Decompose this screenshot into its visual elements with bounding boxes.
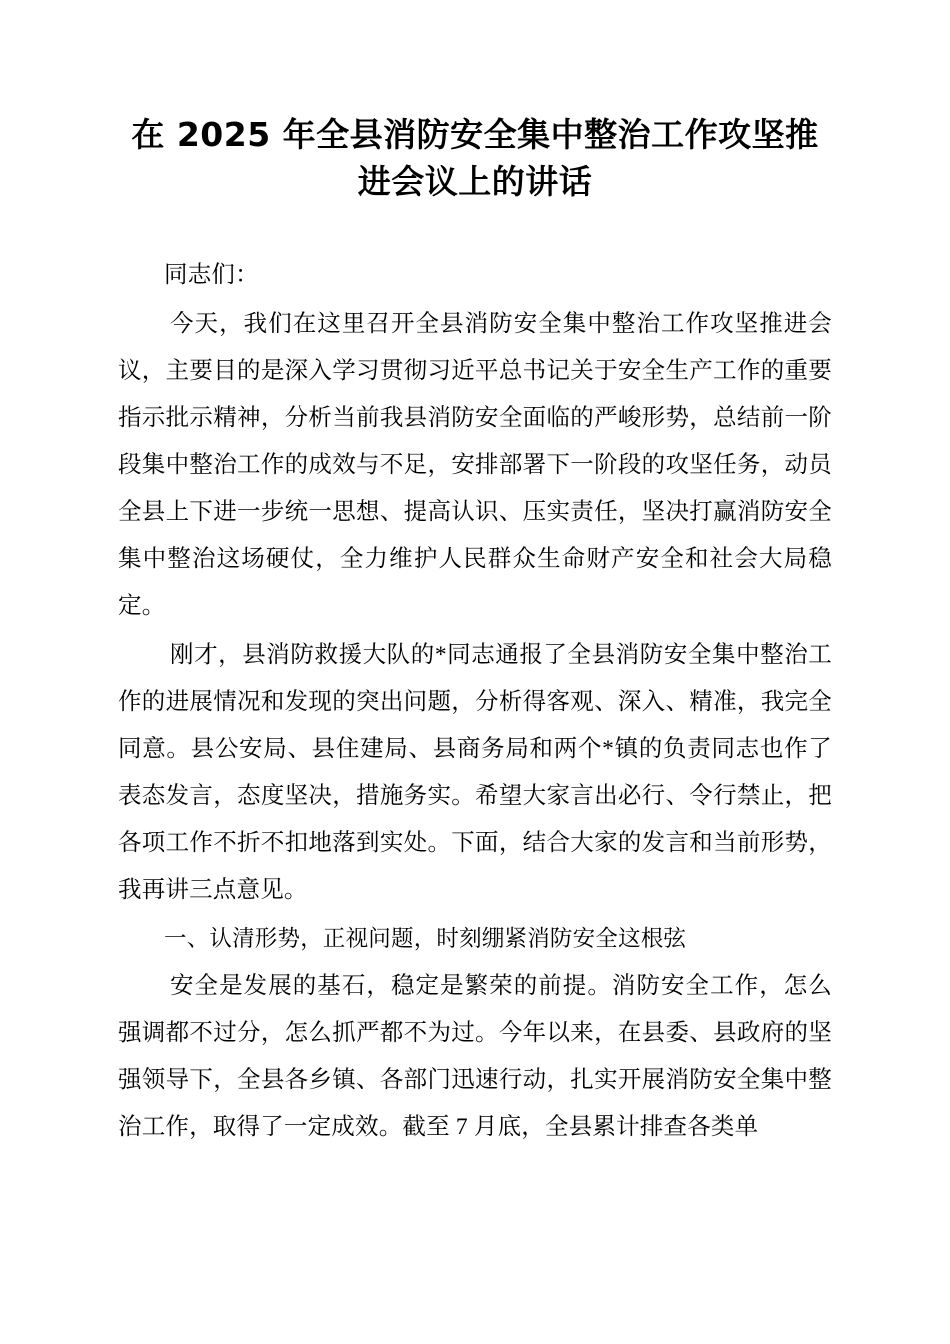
paragraph-1: 今天，我们在这里召开全县消防安全集中整治工作攻坚推进会议，主要目的是深入学习贯彻习近平总书记关于安全生产工作的重要指示批示精神，分析当前我县消防安全面临的严峻形势，总结前一阶段集中整治工作的成效与不足，安排部署下一阶段的攻坚任务，动员全县上下进一步统一思想、提高认识、压实责任，坚决打赢消防安全集中整治这场硬仗，全力维护人民群众生命财产安全和社会大局稳定。 <box>118 310 832 619</box>
paragraph-2: 刚才，县消防救援大队的*同志通报了全县消防安全集中整治工作的进展情况和发现的突出问题，分析得客观、深入、精准，我完全同意。县公安局、县住建局、县商务局和两个*镇的负责同志也作了表态发言，态度坚决，措施务实。希望大家言出必行、令行禁止，把各项工作不折不扣地落到实处。下面，结合大家的发言和当前形势，我再讲三点意见。 <box>118 641 832 903</box>
salutation: 同志们： <box>164 261 259 288</box>
section-body-1: 安全是发展的基石，稳定是繁荣的前提。消防安全工作，怎么强调都不过分，怎么抓严都不为过。今年以来，在县委、县政府的坚强领导下，全县各乡镇、各部门迅速行动，扎实开展消防安全集中整治工作，取得了一定成效。截至 7 月底，全县累计排查各类单 <box>118 972 832 1140</box>
page-title: 在 2025 年全县消防安全集中整治工作攻坚推进会议上的讲话 <box>131 115 819 201</box>
section-heading-1: 一、认清形势，正视问题，时刻绷紧消防安全这根弦 <box>164 925 687 951</box>
